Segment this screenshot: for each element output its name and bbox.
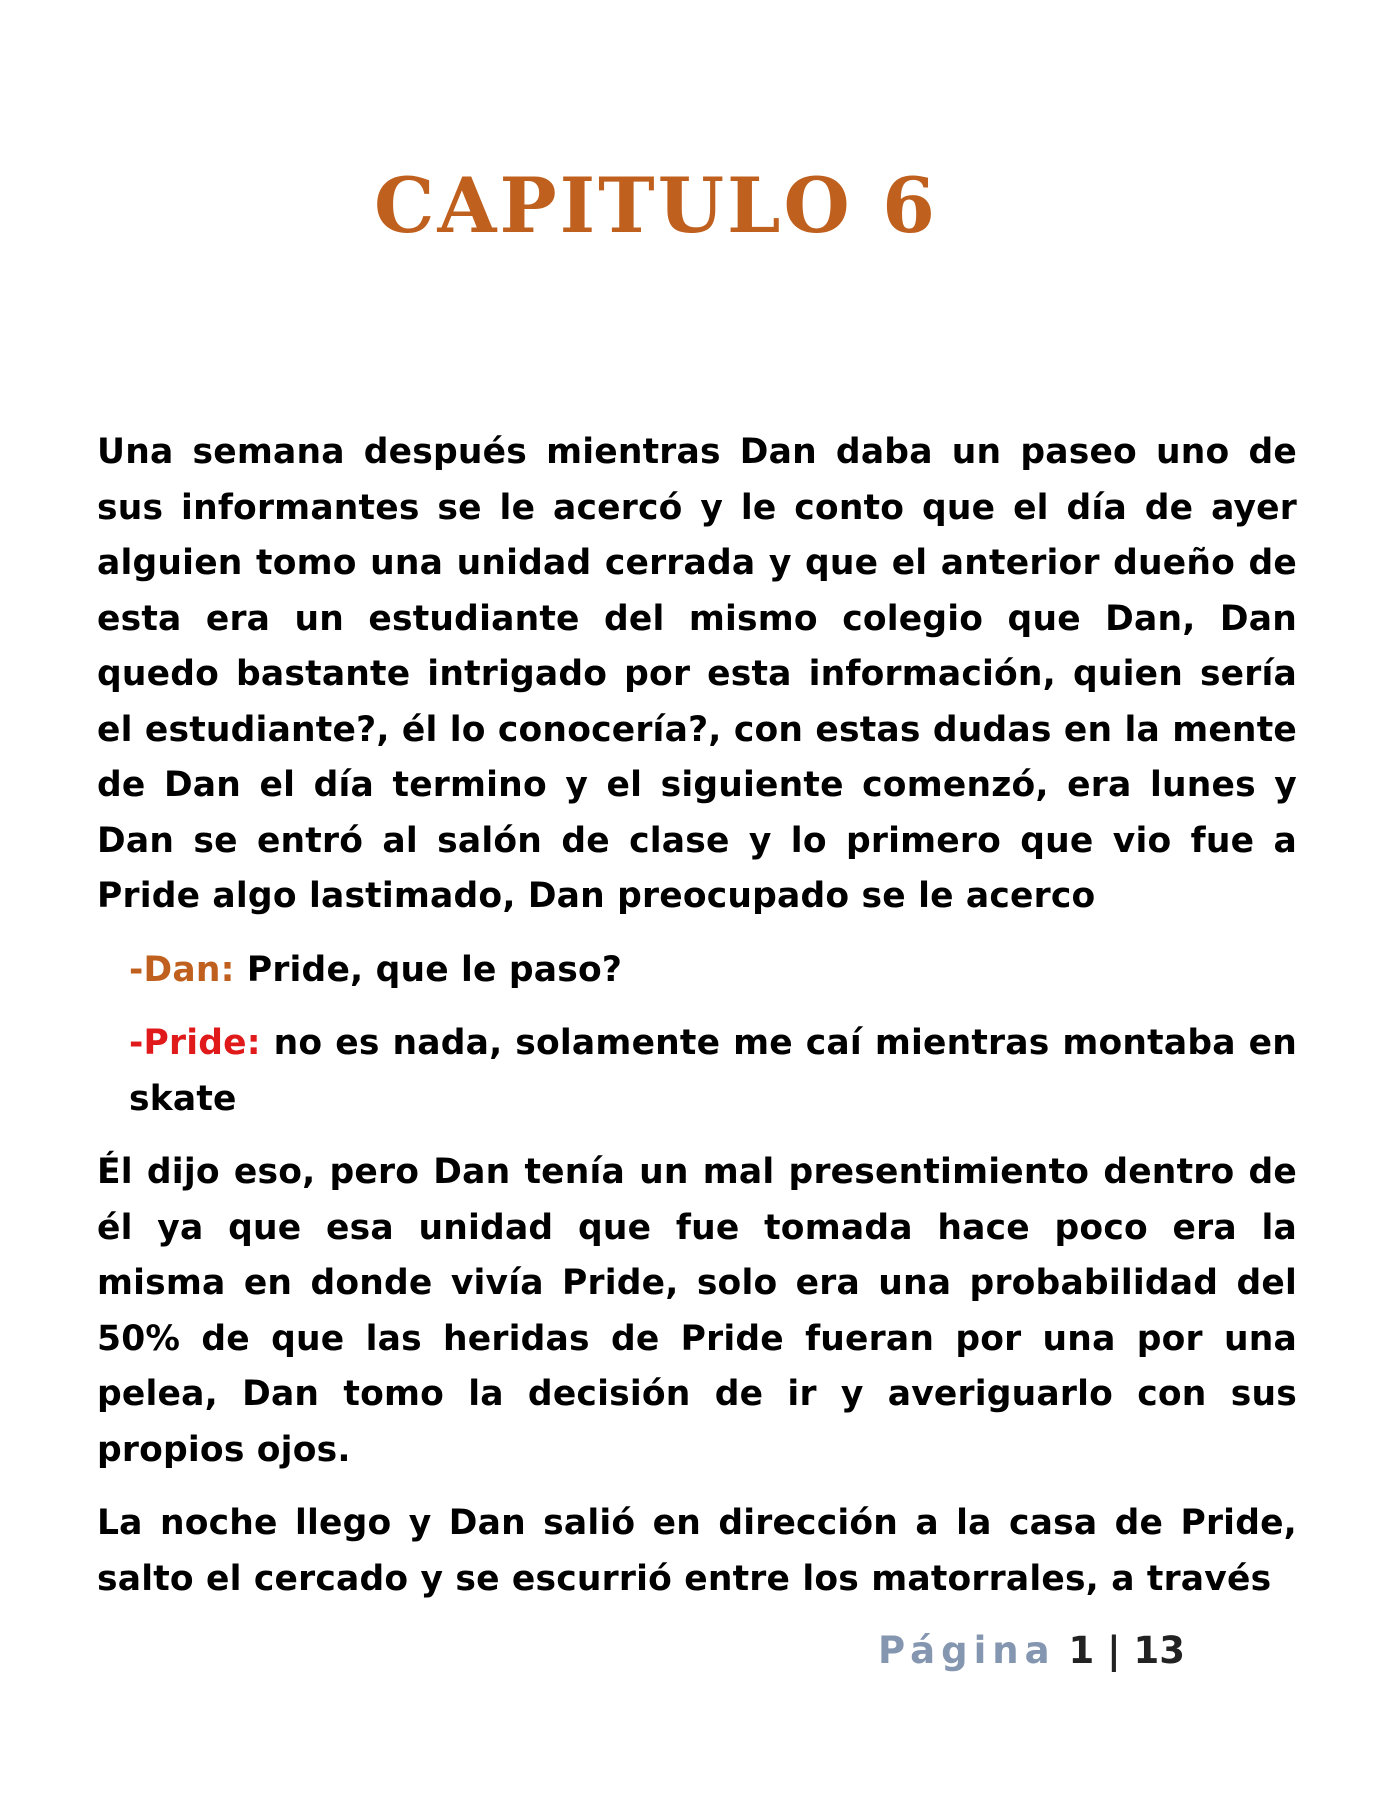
dialogue-line-pride (97, 1016, 1297, 1127)
dialogue-line-dan (97, 943, 1297, 999)
paragraph: Él dijo eso, pero Dan tenía un mal presentimiento dentro de él ya que esa unidad que fue tomada hace poco era la misma en donde vivía Pride, solo era una probabilidad del 50% de que las heridas de Pride fueran por una por una pelea, Dan tomo la decisión de ir y averiguarlo con sus propios ojos. (97, 1152, 1297, 1470)
chapter-body (97, 425, 1297, 1607)
page-label: Página (878, 1629, 1056, 1672)
page-footer (878, 1629, 1185, 1672)
paragraph: La noche llego y Dan salió en dirección a la casa de Pride, salto el cercado y se escurrió entre los matorrales, a través (97, 1503, 1297, 1599)
dialogue-text: Pride, que le paso? (246, 949, 623, 990)
chapter-title: CAPITULO 6 (374, 161, 938, 250)
dialogue-text: no es nada, solamente me caí mientras montaba en skate (129, 1023, 1297, 1119)
page-number: 1 | 13 (1068, 1629, 1185, 1672)
speaker-pride: -Pride: (129, 1023, 261, 1063)
paragraph: Una semana después mientras Dan daba un paseo uno de sus informantes se le acercó y le conto que el día de ayer alguien tomo una unidad cerrada y que el anterior dueño de esta era un estudiante del mismo colegio que Dan, Dan quedo bastante intrigado por esta información, quien sería el estudiante?, él lo conocería?, con estas dudas en la mente de Dan el día termino y el siguiente comenzó, era lunes y Dan se entró al salón de clase y lo primero que vio fue a Pride algo lastimado, Dan preocupado se le acerco (97, 432, 1297, 916)
speaker-dan: -Dan: (129, 949, 235, 990)
